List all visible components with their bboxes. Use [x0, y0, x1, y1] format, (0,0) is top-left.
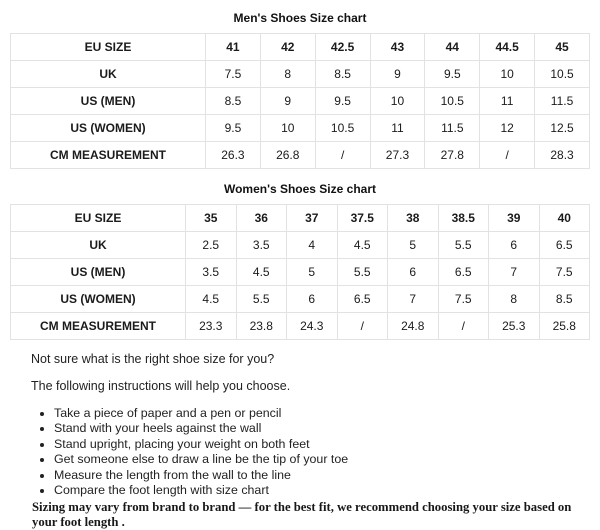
size-value-cell: 7.5: [539, 259, 590, 286]
size-value-cell: 35: [186, 205, 237, 232]
table-row: [11, 313, 590, 340]
table-row: [11, 286, 590, 313]
size-value-cell: 4.5: [236, 259, 287, 286]
size-value-cell: 9.5: [425, 61, 480, 88]
size-value-cell: 5.5: [438, 232, 489, 259]
size-value-cell: 10.5: [425, 88, 480, 115]
size-value-cell: 28.3: [535, 142, 590, 169]
size-value-cell: 3.5: [236, 232, 287, 259]
size-value-cell: 38.5: [438, 205, 489, 232]
instruction-item: • Compare the foot length with size chart: [54, 483, 590, 498]
size-value-cell: 11: [370, 115, 425, 142]
instruction-item: • Take a piece of paper and a pen or pencil: [54, 406, 590, 421]
size-value-cell: 10.5: [315, 115, 370, 142]
size-value-cell: 10: [370, 88, 425, 115]
row-label-cell: CM MEASUREMENT: [11, 313, 186, 340]
size-value-cell: 24.8: [388, 313, 439, 340]
womens-chart-title: Women's Shoes Size chart: [223, 182, 376, 196]
size-value-cell: 7.5: [438, 286, 489, 313]
instruction-item: • Measure the length from the wall to the line: [54, 468, 590, 483]
size-value-cell: 4: [287, 232, 338, 259]
size-value-cell: /: [438, 313, 489, 340]
size-value-cell: 23.3: [186, 313, 237, 340]
size-value-cell: 10: [260, 115, 315, 142]
size-value-cell: 8: [489, 286, 540, 313]
size-value-cell: 27.3: [370, 142, 425, 169]
size-value-cell: 36: [236, 205, 287, 232]
size-value-cell: 8.5: [539, 286, 590, 313]
row-label-cell: US (MEN): [11, 88, 206, 115]
size-value-cell: 12.5: [535, 115, 590, 142]
instruction-item: • Stand upright, placing your weight on both feet: [54, 437, 590, 452]
size-value-cell: 38: [388, 205, 439, 232]
size-value-cell: 6.5: [438, 259, 489, 286]
size-value-cell: 44: [425, 34, 480, 61]
sizing-guide: [10, 340, 590, 530]
size-value-cell: 42: [260, 34, 315, 61]
row-label-cell: US (WOMEN): [11, 115, 206, 142]
size-value-cell: 4.5: [337, 232, 388, 259]
size-value-cell: 7: [388, 286, 439, 313]
size-value-cell: 39: [489, 205, 540, 232]
size-value-cell: 42.5: [315, 34, 370, 61]
size-value-cell: 26.3: [206, 142, 261, 169]
size-value-cell: 8.5: [315, 61, 370, 88]
mens-chart-title: Men's Shoes Size chart: [233, 11, 367, 25]
size-value-cell: 11.5: [535, 88, 590, 115]
instruction-item: • Get someone else to draw a line be the tip of your toe: [54, 452, 590, 467]
row-label-cell: EU SIZE: [11, 34, 206, 61]
size-value-cell: 45: [535, 34, 590, 61]
size-value-cell: 27.8: [425, 142, 480, 169]
size-value-cell: 6: [287, 286, 338, 313]
row-label-cell: EU SIZE: [11, 205, 186, 232]
size-value-cell: 3.5: [186, 259, 237, 286]
size-value-cell: 25.3: [489, 313, 540, 340]
intro-help-text: The following instructions will help you choose.: [31, 379, 291, 393]
size-value-cell: 40: [539, 205, 590, 232]
size-value-cell: 5: [388, 232, 439, 259]
row-label-cell: CM MEASUREMENT: [11, 142, 206, 169]
table-row: [11, 61, 590, 88]
size-value-cell: 43: [370, 34, 425, 61]
size-value-cell: 9: [370, 61, 425, 88]
table-row: [11, 115, 590, 142]
intro-question: Not sure what is the right shoe size for you?: [31, 352, 275, 366]
size-value-cell: 41: [206, 34, 261, 61]
size-value-cell: 9: [260, 88, 315, 115]
size-value-cell: 12: [480, 115, 535, 142]
size-value-cell: /: [337, 313, 388, 340]
sizing-note: Sizing may vary from brand to brand — for the best fit, we recommend choosing your size based on your foot length .: [32, 500, 572, 530]
size-value-cell: 8.5: [206, 88, 261, 115]
size-value-cell: 6.5: [539, 232, 590, 259]
row-label-cell: US (WOMEN): [11, 286, 186, 313]
table-row: [11, 34, 590, 61]
size-value-cell: 10: [480, 61, 535, 88]
size-value-cell: 37.5: [337, 205, 388, 232]
size-value-cell: 9.5: [206, 115, 261, 142]
row-label-cell: US (MEN): [11, 259, 186, 286]
size-value-cell: 2.5: [186, 232, 237, 259]
size-value-cell: 24.3: [287, 313, 338, 340]
table-row: [11, 232, 590, 259]
table-row: [11, 88, 590, 115]
size-value-cell: 23.8: [236, 313, 287, 340]
row-label-cell: UK: [11, 61, 206, 88]
table-row: [11, 259, 590, 286]
size-value-cell: /: [315, 142, 370, 169]
womens-size-table: [10, 204, 590, 340]
size-value-cell: 6: [489, 232, 540, 259]
size-value-cell: 7: [489, 259, 540, 286]
size-value-cell: /: [480, 142, 535, 169]
size-value-cell: 9.5: [315, 88, 370, 115]
size-value-cell: 11: [480, 88, 535, 115]
size-value-cell: 7.5: [206, 61, 261, 88]
size-value-cell: 11.5: [425, 115, 480, 142]
instructions-list: [31, 406, 590, 498]
size-value-cell: 5: [287, 259, 338, 286]
mens-size-table: [10, 33, 590, 169]
size-value-cell: 6.5: [337, 286, 388, 313]
size-value-cell: 26.8: [260, 142, 315, 169]
table-row: [11, 142, 590, 169]
size-value-cell: 6: [388, 259, 439, 286]
size-value-cell: 5.5: [236, 286, 287, 313]
size-value-cell: 25.8: [539, 313, 590, 340]
size-value-cell: 10.5: [535, 61, 590, 88]
row-label-cell: UK: [11, 232, 186, 259]
table-row: [11, 205, 590, 232]
size-value-cell: 37: [287, 205, 338, 232]
size-value-cell: 44.5: [480, 34, 535, 61]
size-value-cell: 8: [260, 61, 315, 88]
instruction-item: • Stand with your heels against the wall: [54, 421, 590, 436]
size-value-cell: 4.5: [186, 286, 237, 313]
size-value-cell: 5.5: [337, 259, 388, 286]
